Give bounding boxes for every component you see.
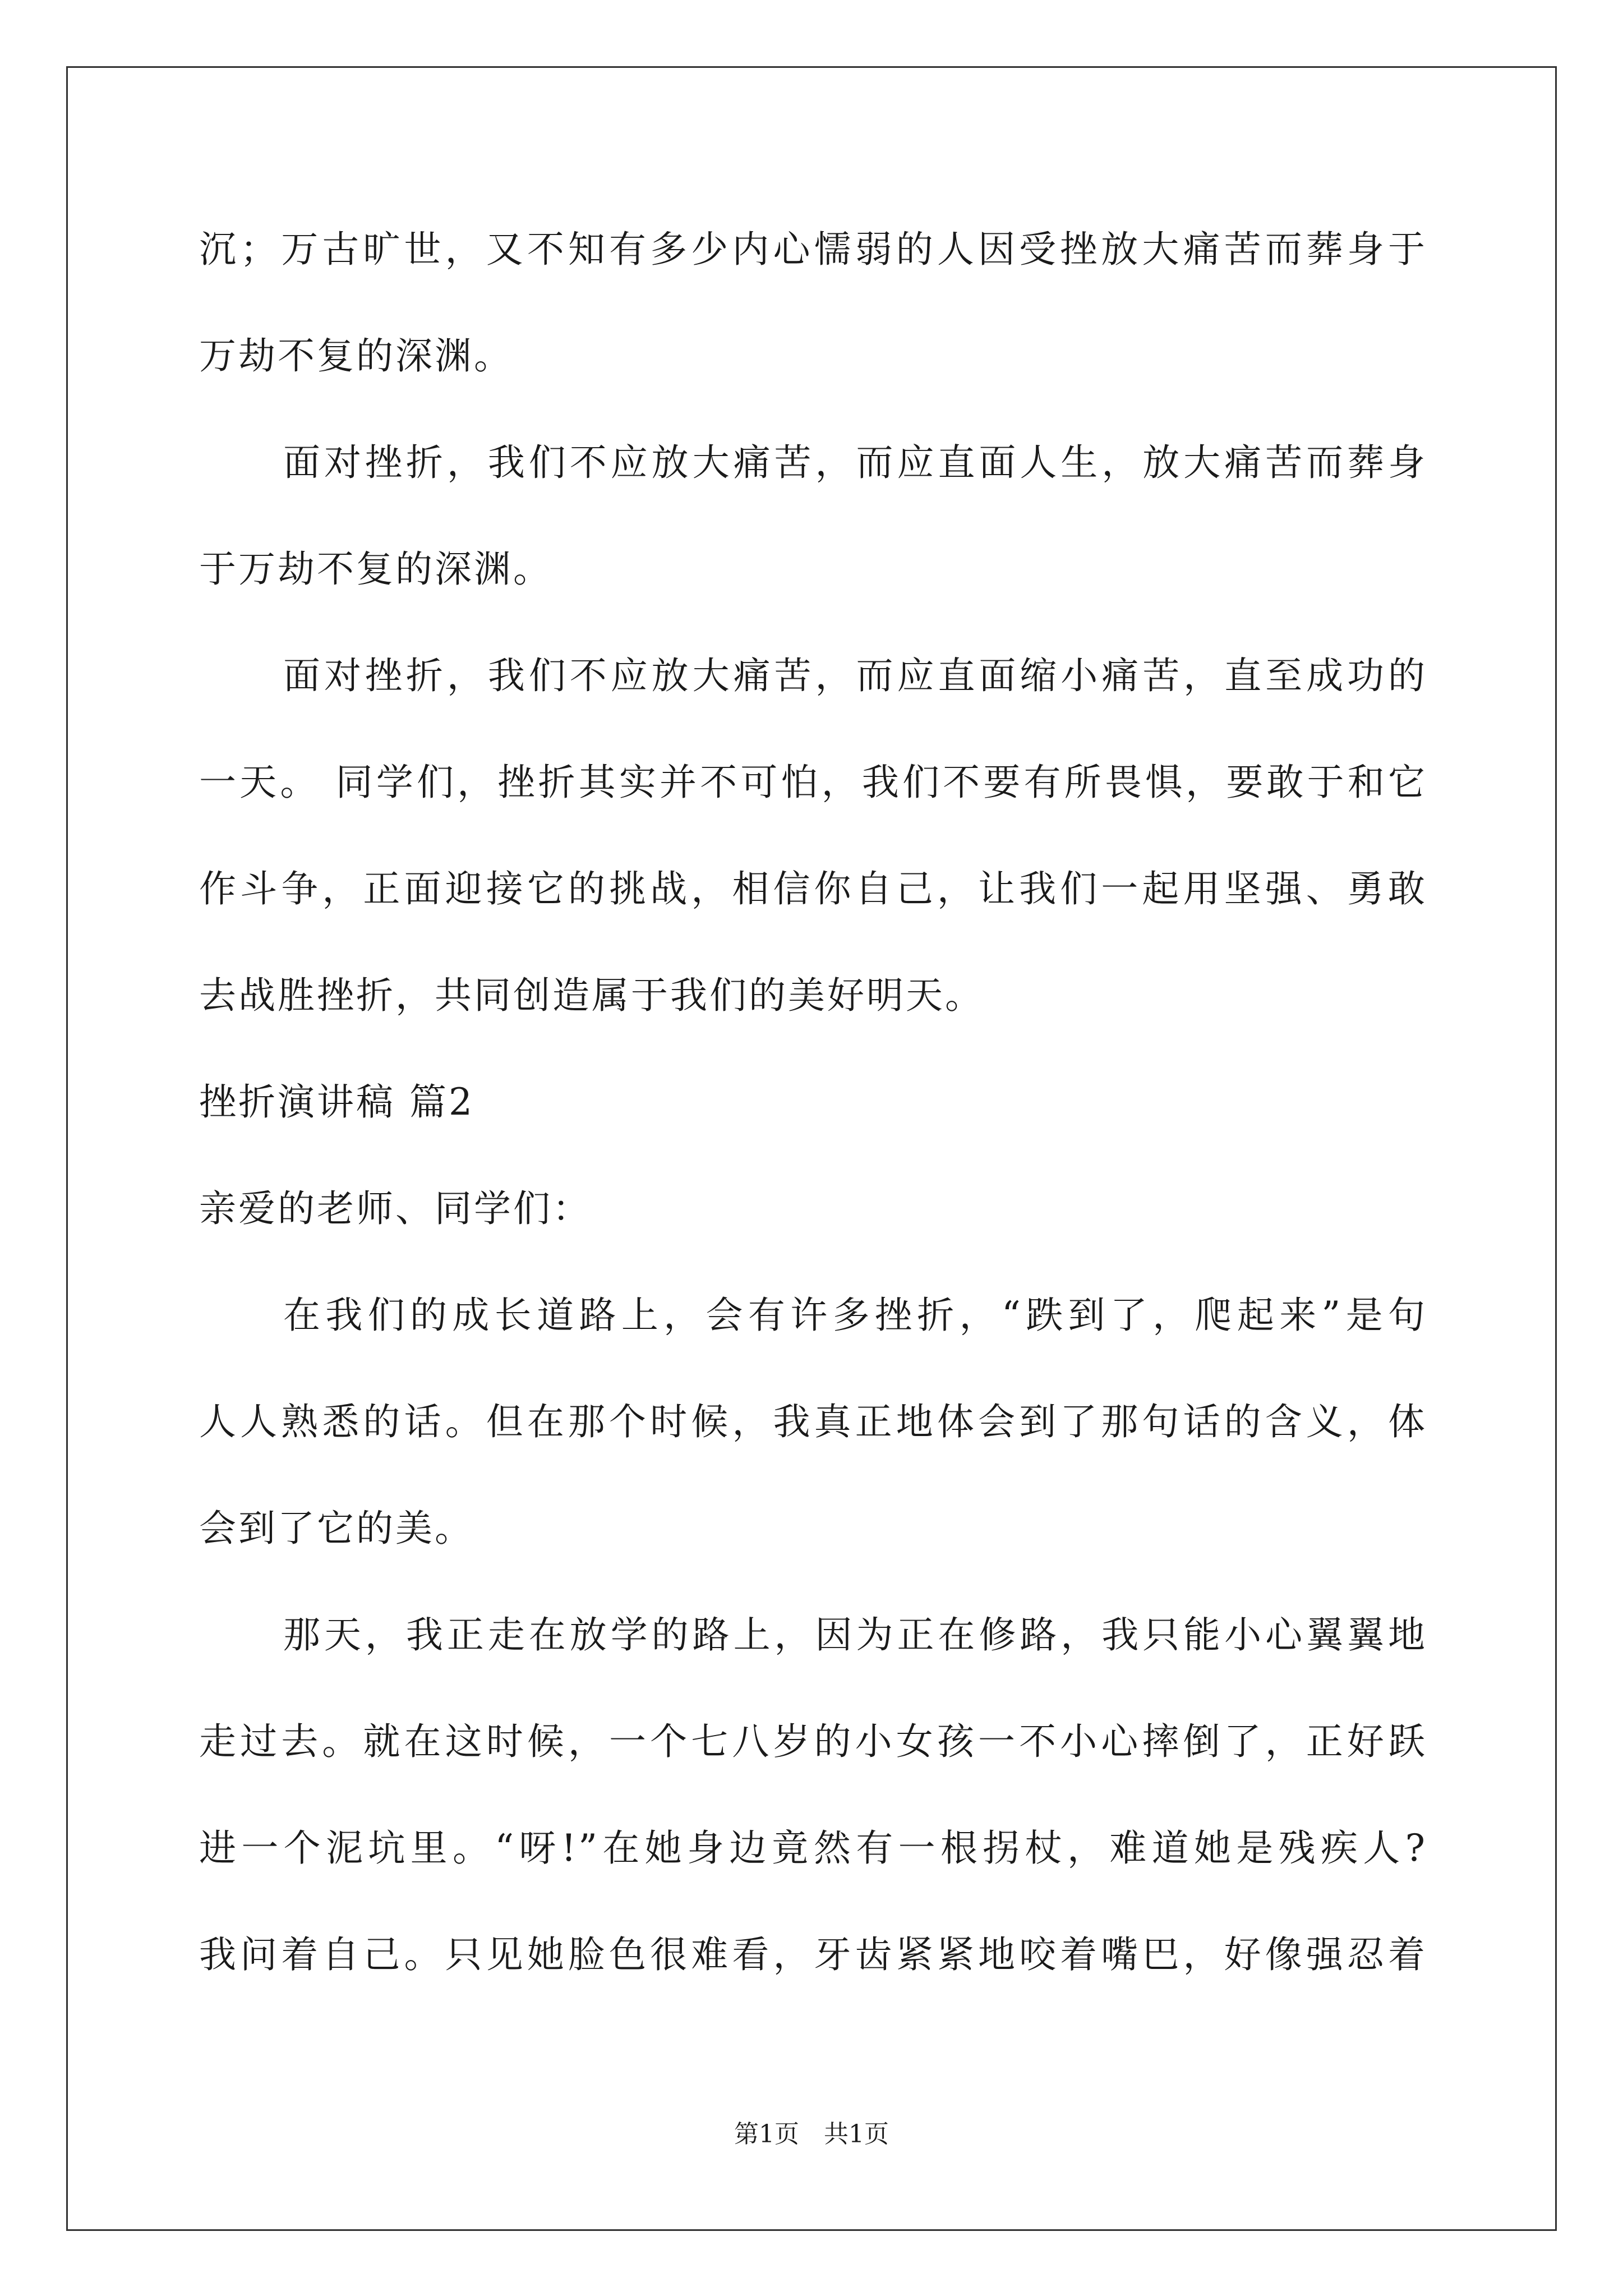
paragraph-line: 那天，我正走在放学的路上，因为正在修路，我只能小心翼翼地 (283, 1613, 1427, 1657)
paragraph-line: 我问着自己。只见她脸色很难看，牙齿紧紧地咬着嘴巴，好像强忍着 (199, 1933, 1427, 1976)
paragraph-line: 在我们的成长道路上，会有许多挫折，“跌到了，爬起来”是句 (283, 1294, 1427, 1337)
document-body (199, 210, 1427, 2022)
paragraph-line: 走过去。就在这时候，一个七八岁的小女孩一不小心摔倒了，正好跃 (199, 1720, 1427, 1763)
paragraph-line: 去战胜挫折，共同创造属于我们的美好明天。 (199, 974, 984, 1017)
paragraph-line: 作斗争，正面迎接它的挑战，相信你自己，让我们一起用坚强、勇敢 (199, 867, 1427, 910)
paragraph-line: 会到了它的美。 (199, 1507, 474, 1550)
paragraph-line: 沉；万古旷世，又不知有多少内心懦弱的人因受挫放大痛苦而葬身于 (199, 228, 1427, 271)
paragraph-line: 面对挫折，我们不应放大痛苦，而应直面人生，放大痛苦而葬身 (283, 441, 1427, 484)
paragraph-line: 进一个泥坑里。“呀!”在她身边竟然有一根拐杖，难道她是残疾人? (199, 1826, 1427, 1870)
paragraph-line: 万劫不复的深渊。 (199, 334, 513, 378)
section-heading: 挫折演讲稿 篇2 (199, 1080, 474, 1124)
salutation: 亲爱的老师、同学们： (199, 1187, 592, 1230)
page-footer: 第1页 共1页 (734, 2120, 889, 2148)
paragraph-line: 人人熟悉的话。但在那个时候，我真正地体会到了那句话的含义，体 (199, 1400, 1427, 1443)
paragraph-line: 于万劫不复的深渊。 (199, 547, 552, 591)
paragraph-line: 面对挫折，我们不应放大痛苦，而应直面缩小痛苦，直至成功的 (283, 654, 1427, 697)
paragraph-line: 一天。 同学们，挫折其实并不可怕，我们不要有所畏惧，要敢于和它 (199, 761, 1427, 804)
